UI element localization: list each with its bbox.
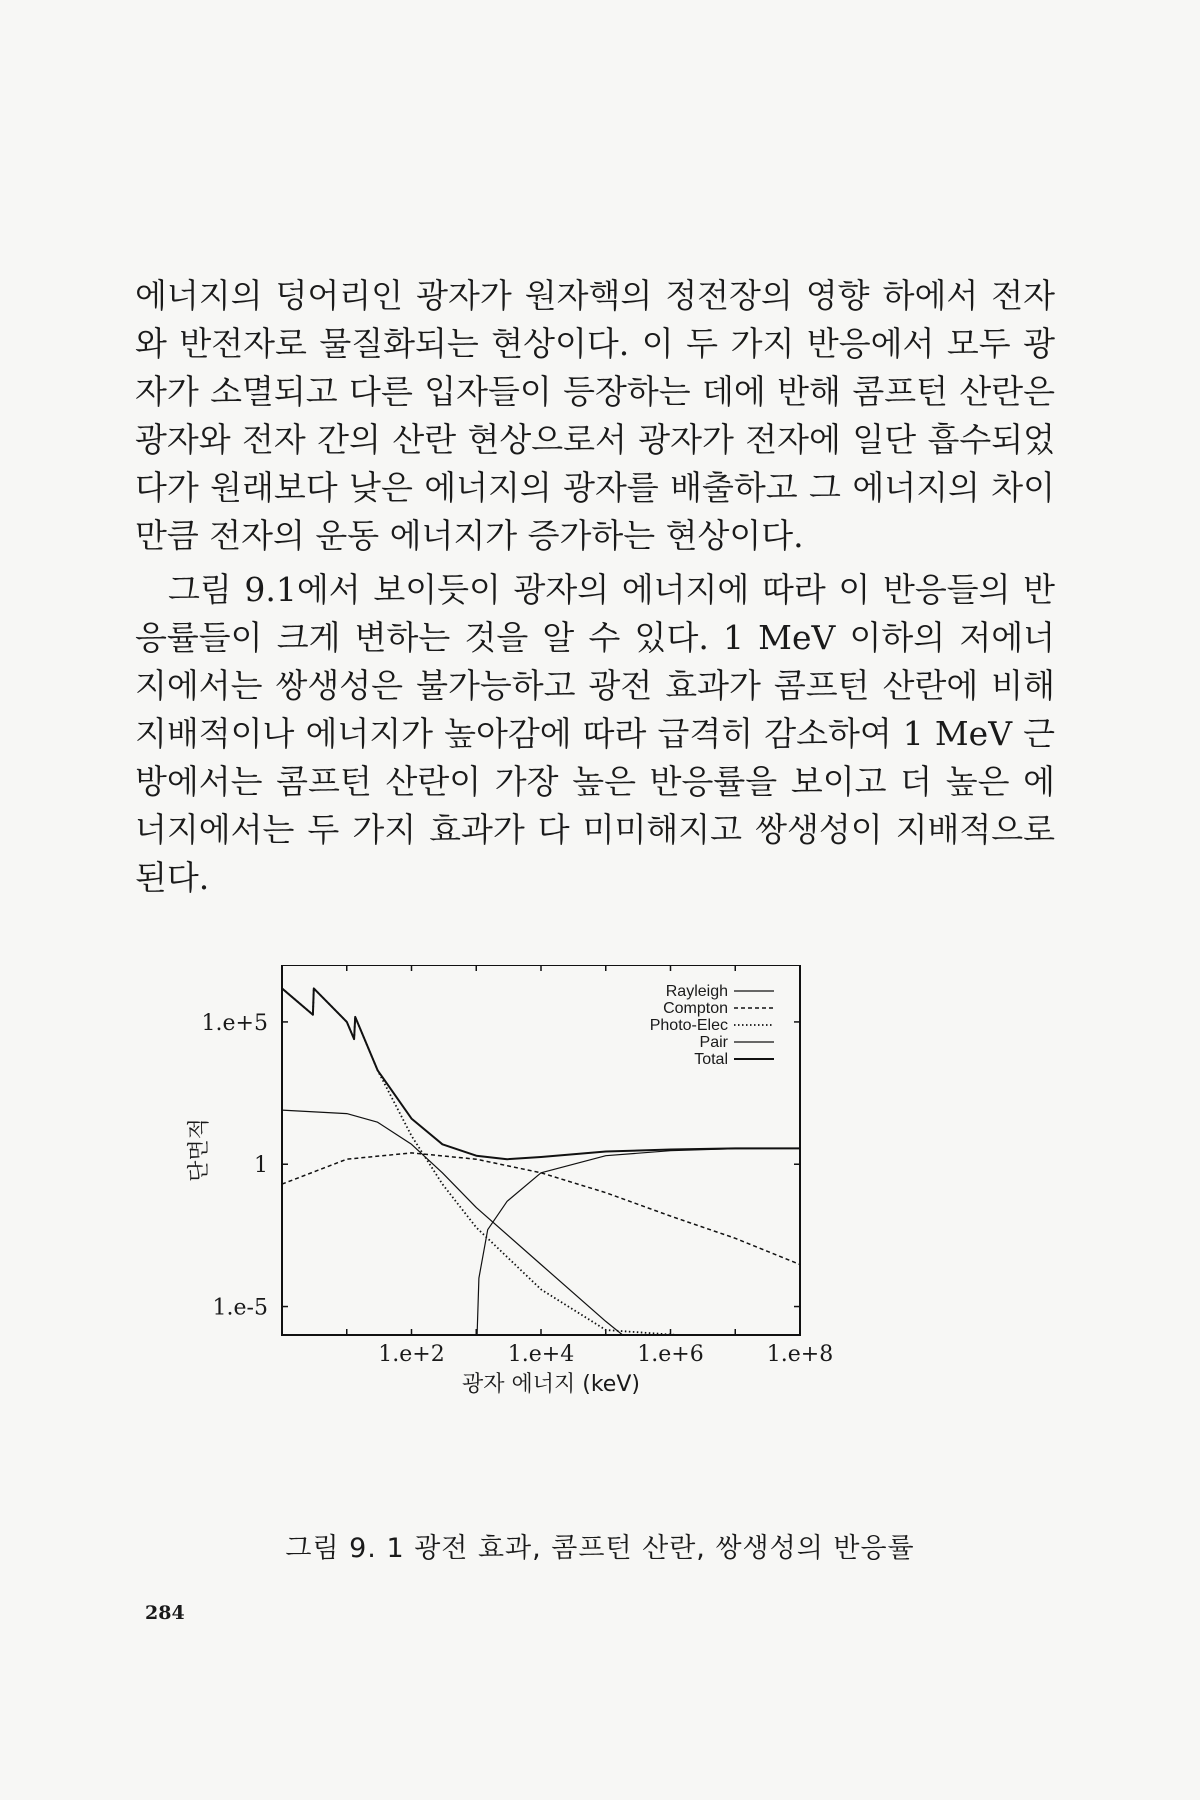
body-text bbox=[135, 272, 1055, 902]
text-line: 방에서는 콤프턴 산란이 가장 높은 반응률을 보이고 더 높은 에 bbox=[135, 762, 1055, 801]
y-tick-label: 1.e-5 bbox=[212, 1295, 268, 1321]
text-line: 응률들이 크게 변하는 것을 알 수 있다. 1 MeV 이하의 저에너 bbox=[135, 618, 1055, 657]
text-line: 너지에서는 두 가지 효과가 다 미미해지고 쌍생성이 지배적으로 bbox=[135, 810, 1055, 849]
text-line: 된다. bbox=[135, 858, 210, 897]
text-line: 다가 원래보다 낮은 에너지의 광자를 배출하고 그 에너지의 차이 bbox=[135, 468, 1055, 507]
text-line: 에너지의 덩어리인 광자가 원자핵의 정전장의 영향 하에서 전자 bbox=[135, 276, 1055, 315]
legend-label: Pair bbox=[699, 1034, 728, 1051]
y-axis-label: 단면적 bbox=[187, 1118, 212, 1182]
legend-label: Total bbox=[694, 1051, 728, 1068]
text-line: 광자와 전자 간의 산란 현상으로서 광자가 전자에 일단 흡수되었 bbox=[135, 420, 1055, 459]
text-line: 와 반전자로 물질화되는 현상이다. 이 두 가지 반응에서 모두 광 bbox=[135, 324, 1055, 363]
legend-label: Photo-Elec bbox=[649, 1017, 728, 1034]
paragraph-2 bbox=[135, 566, 1055, 902]
x-axis-label: 광자 에너지 (keV) bbox=[462, 1372, 640, 1397]
figure-9-1 bbox=[180, 965, 960, 1525]
legend-label: Compton bbox=[663, 1000, 728, 1017]
y-tick-label: 1.e+5 bbox=[201, 1010, 268, 1036]
page-number: 284 bbox=[145, 1602, 185, 1624]
text-line: 자가 소멸되고 다른 입자들이 등장하는 데에 반해 콤프턴 산란은 bbox=[135, 372, 1055, 411]
x-tick-label: 1.e+6 bbox=[637, 1342, 704, 1367]
x-tick-label: 1.e+8 bbox=[766, 1342, 834, 1367]
text-line: 만큼 전자의 운동 에너지가 증가하는 현상이다. bbox=[135, 516, 804, 555]
series-line-pair bbox=[477, 1148, 800, 1335]
x-tick-label: 1.e+4 bbox=[507, 1342, 575, 1367]
figure-caption: 그림 9. 1 광전 효과, 콤프턴 산란, 쌍생성의 반응률 bbox=[285, 1533, 915, 1564]
legend-label: Rayleigh bbox=[665, 983, 728, 1000]
y-tick-label: 1 bbox=[254, 1153, 268, 1179]
text-line: 지에서는 쌍생성은 불가능하고 광전 효과가 콤프턴 산란에 비해 bbox=[135, 666, 1055, 705]
text-line: 지배적이나 에너지가 높아감에 따라 급격히 감소하여 1 MeV 근 bbox=[135, 714, 1055, 753]
text-line: 그림 9.1에서 보이듯이 광자의 에너지에 따라 이 반응들의 반 bbox=[168, 570, 1055, 609]
paragraph-1 bbox=[135, 272, 1055, 560]
series-line-rayleigh bbox=[282, 1110, 637, 1346]
series-line-compton bbox=[282, 1153, 800, 1265]
x-tick-label: 1.e+2 bbox=[378, 1342, 445, 1367]
cross-section-chart bbox=[180, 965, 960, 1525]
